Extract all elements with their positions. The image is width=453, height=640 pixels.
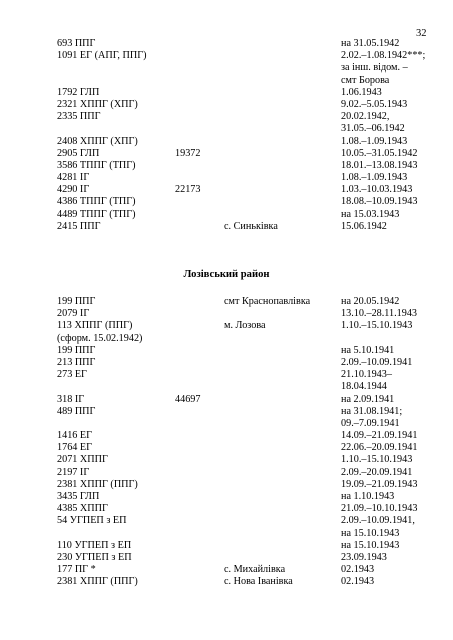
unit-cell: 3586 ТППГ (ТПГ) bbox=[57, 159, 136, 171]
field-post-number-cell: 22173 bbox=[175, 184, 201, 196]
table-row bbox=[57, 491, 417, 503]
field-post-number-cell bbox=[175, 357, 224, 369]
date-cell: 2.09.–20.09.1941 bbox=[341, 466, 413, 478]
table-row bbox=[57, 184, 417, 196]
unit-cell: 1792 ГЛП bbox=[57, 86, 100, 98]
table-row bbox=[57, 576, 417, 588]
location-cell bbox=[224, 308, 341, 320]
location-cell bbox=[224, 148, 341, 160]
unit-cell: 2415 ППГ bbox=[57, 220, 101, 232]
location-cell bbox=[224, 123, 341, 135]
field-post-number-cell bbox=[175, 540, 224, 552]
table-row bbox=[57, 160, 417, 172]
table-row bbox=[57, 418, 417, 430]
table-row bbox=[57, 196, 417, 208]
date-cell: 13.10.–28.11.1943 bbox=[341, 308, 418, 320]
table-row bbox=[57, 111, 417, 123]
table-row bbox=[57, 345, 417, 357]
date-cell: 18.04.1944 bbox=[341, 381, 387, 393]
unit-cell bbox=[57, 62, 175, 74]
field-post-number-cell: 19372 bbox=[175, 147, 201, 159]
location-cell bbox=[224, 38, 341, 50]
field-post-number-cell bbox=[175, 528, 224, 540]
unit-cell: 4489 ТППГ (ТПГ) bbox=[57, 208, 136, 220]
table-row bbox=[57, 503, 417, 515]
unit-cell: 273 ЕГ bbox=[57, 369, 87, 381]
table-row bbox=[57, 442, 417, 454]
location-cell bbox=[224, 528, 341, 540]
field-post-number-cell bbox=[175, 160, 224, 172]
date-cell: 1.08.–1.09.1943 bbox=[341, 135, 408, 147]
table-row bbox=[57, 333, 417, 345]
date-cell: 02.1943 bbox=[341, 564, 375, 576]
date-cell: 18.08.–10.09.1943 bbox=[341, 196, 418, 208]
unit-cell: 693 ППГ bbox=[57, 38, 96, 49]
section-heading-lozova-district: Лозівський район bbox=[183, 269, 270, 280]
date-cell: 2.02.–1.08.1942***; bbox=[341, 50, 426, 62]
section-1-table bbox=[57, 38, 426, 233]
unit-cell: 4386 ТППГ (ТПГ) bbox=[57, 196, 136, 208]
field-post-number-cell bbox=[175, 552, 224, 564]
unit-cell: 2381 ХППГ (ППГ) bbox=[57, 478, 138, 490]
date-cell: 21.10.1943– bbox=[341, 369, 392, 381]
unit-cell: 230 УГПЕП з ЕП bbox=[57, 551, 132, 563]
location-cell: с. Синьківка bbox=[224, 220, 278, 232]
location-cell bbox=[224, 467, 341, 479]
location-cell bbox=[224, 442, 341, 454]
unit-cell bbox=[57, 123, 175, 135]
date-cell: 18.01.–13.08.1943 bbox=[341, 159, 418, 171]
table-row bbox=[57, 430, 417, 442]
location-cell bbox=[224, 111, 341, 123]
location-cell bbox=[224, 345, 341, 357]
table-row bbox=[57, 136, 417, 148]
location-cell bbox=[224, 50, 341, 62]
location-cell bbox=[224, 454, 341, 466]
field-post-number-cell bbox=[175, 50, 224, 62]
section-2-table bbox=[57, 296, 417, 589]
location-cell bbox=[224, 406, 341, 418]
table-row bbox=[57, 75, 417, 87]
field-post-number-cell bbox=[175, 576, 224, 588]
table-row bbox=[57, 540, 417, 552]
location-cell bbox=[224, 491, 341, 503]
table-row bbox=[57, 479, 417, 491]
unit-cell: 4385 ХППГ bbox=[57, 503, 108, 515]
date-cell: 19.09.–21.09.1943 bbox=[341, 478, 418, 490]
unit-cell: 2079 ІГ bbox=[57, 308, 90, 320]
date-cell: на 31.08.1941; bbox=[341, 405, 403, 417]
field-post-number-cell bbox=[175, 503, 224, 515]
date-cell: 09.–7.09.1941 bbox=[341, 417, 400, 429]
table-row bbox=[57, 515, 417, 527]
unit-cell: 2071 ХППГ bbox=[57, 454, 108, 466]
field-post-number-cell bbox=[175, 442, 224, 454]
table-row bbox=[57, 99, 417, 111]
field-post-number-cell: 44697 bbox=[175, 393, 201, 405]
field-post-number-cell bbox=[175, 172, 224, 184]
field-post-number-cell bbox=[175, 333, 224, 345]
unit-cell: 54 УГПЕП з ЕП bbox=[57, 515, 127, 527]
unit-cell: 213 ППГ bbox=[57, 356, 96, 368]
table-row bbox=[57, 296, 417, 308]
date-cell: 20.02.1942, bbox=[341, 111, 390, 123]
unit-cell bbox=[57, 75, 175, 87]
location-cell bbox=[224, 430, 341, 442]
unit-cell: 110 УГПЕП з ЕП bbox=[57, 539, 132, 551]
unit-cell bbox=[57, 381, 175, 393]
date-cell: на 2.09.1941 bbox=[341, 393, 395, 405]
location-cell bbox=[224, 184, 341, 196]
location-cell bbox=[224, 87, 341, 99]
field-post-number-cell bbox=[175, 111, 224, 123]
table-row bbox=[57, 357, 417, 369]
field-post-number-cell bbox=[175, 418, 224, 430]
unit-cell: 2335 ППГ bbox=[57, 111, 101, 123]
date-cell: на 1.10.1943 bbox=[341, 491, 395, 502]
table-row bbox=[57, 62, 417, 74]
date-cell: 21.09.–10.10.1943 bbox=[341, 503, 418, 515]
unit-cell: 2905 ГЛП bbox=[57, 147, 100, 159]
field-post-number-cell bbox=[175, 320, 224, 332]
table-row bbox=[57, 221, 417, 233]
field-post-number-cell bbox=[175, 491, 224, 503]
unit-cell: 2321 ХППГ (ХПГ) bbox=[57, 98, 138, 110]
date-cell: 1.08.–1.09.1943 bbox=[341, 172, 408, 184]
unit-cell: 199 ППГ bbox=[57, 296, 96, 307]
unit-cell: 113 ХППГ (ППГ) bbox=[57, 320, 133, 332]
unit-cell: 2197 ІГ bbox=[57, 466, 90, 478]
location-cell: м. Лозова bbox=[224, 320, 266, 332]
location-cell bbox=[224, 479, 341, 491]
table-row bbox=[57, 148, 417, 160]
field-post-number-cell bbox=[175, 345, 224, 357]
location-cell bbox=[224, 333, 341, 345]
date-cell: 1.10.–15.10.1943 bbox=[341, 320, 413, 332]
unit-cell bbox=[57, 528, 175, 540]
unit-cell: 2381 ХППГ (ППГ) bbox=[57, 576, 138, 588]
table-row bbox=[57, 394, 417, 406]
unit-cell: (сформ. 15.02.1942) bbox=[57, 332, 143, 344]
date-cell: 31.05.–06.1942 bbox=[341, 123, 405, 135]
unit-cell: 4290 ІГ bbox=[57, 184, 90, 196]
date-cell: 10.05.–31.05.1942 bbox=[341, 147, 418, 159]
date-cell: 23.09.1943 bbox=[341, 551, 387, 563]
date-cell: 22.06.–20.09.1941 bbox=[341, 442, 418, 454]
location-cell bbox=[224, 172, 341, 184]
date-cell: 15.06.1942 bbox=[341, 220, 387, 232]
unit-cell: 1764 ЕГ bbox=[57, 442, 93, 454]
table-row bbox=[57, 50, 426, 62]
field-post-number-cell bbox=[175, 515, 224, 527]
table-row bbox=[57, 564, 417, 576]
field-post-number-cell bbox=[175, 87, 224, 99]
date-cell: 1.03.–10.03.1943 bbox=[341, 184, 413, 196]
table-row bbox=[57, 172, 417, 184]
field-post-number-cell bbox=[175, 136, 224, 148]
field-post-number-cell bbox=[175, 454, 224, 466]
table-row bbox=[57, 308, 417, 320]
field-post-number-cell bbox=[175, 564, 224, 576]
date-cell: на 15.03.1943 bbox=[341, 208, 400, 220]
unit-cell: 1091 ЕГ (АПГ, ППГ) bbox=[57, 50, 147, 62]
date-cell: 2.09.–10.09.1941, bbox=[341, 515, 415, 527]
location-cell bbox=[224, 136, 341, 148]
field-post-number-cell bbox=[175, 479, 224, 491]
location-cell bbox=[224, 540, 341, 552]
location-cell bbox=[224, 209, 341, 221]
table-row bbox=[57, 369, 417, 381]
location-cell: с. Михайлівка bbox=[224, 564, 286, 576]
table-row bbox=[57, 381, 417, 393]
unit-cell: 199 ППГ bbox=[57, 344, 96, 356]
field-post-number-cell bbox=[175, 75, 224, 87]
location-cell bbox=[224, 418, 341, 430]
table-row bbox=[57, 123, 417, 135]
location-cell bbox=[224, 503, 341, 515]
date-cell: на 15.10.1943 bbox=[341, 527, 400, 539]
date-cell: на 5.10.1941 bbox=[341, 344, 395, 356]
date-cell: на 20.05.1942 bbox=[341, 296, 400, 307]
table-row bbox=[57, 87, 417, 99]
location-cell bbox=[224, 515, 341, 527]
field-post-number-cell bbox=[175, 406, 224, 418]
location-cell bbox=[224, 75, 341, 87]
table-row bbox=[57, 552, 417, 564]
unit-cell: 177 ПГ * bbox=[57, 564, 96, 576]
table-row bbox=[57, 406, 417, 418]
date-cell: за інш. відом. – bbox=[341, 62, 408, 74]
location-cell bbox=[224, 160, 341, 172]
location-cell: смт Краснопавлівка bbox=[224, 296, 311, 307]
field-post-number-cell bbox=[175, 369, 224, 381]
table-row bbox=[57, 38, 417, 50]
date-cell: на 31.05.1942 bbox=[341, 38, 400, 49]
field-post-number-cell bbox=[175, 308, 224, 320]
location-cell bbox=[224, 394, 341, 406]
field-post-number-cell bbox=[175, 209, 224, 221]
field-post-number-cell bbox=[175, 221, 224, 233]
location-cell bbox=[224, 552, 341, 564]
date-cell: смт Борова bbox=[341, 74, 390, 86]
location-cell bbox=[224, 99, 341, 111]
date-cell: 2.09.–10.09.1941 bbox=[341, 356, 413, 368]
location-cell bbox=[224, 381, 341, 393]
table-row bbox=[57, 467, 417, 479]
unit-cell bbox=[57, 418, 175, 430]
unit-cell: 3435 ГЛП bbox=[57, 491, 100, 502]
unit-cell: 489 ППГ bbox=[57, 405, 96, 417]
unit-cell: 4281 ІГ bbox=[57, 172, 90, 184]
table-row bbox=[57, 209, 417, 221]
field-post-number-cell bbox=[175, 99, 224, 111]
unit-cell: 1416 ЕГ bbox=[57, 430, 93, 442]
location-cell bbox=[224, 196, 341, 208]
field-post-number-cell bbox=[175, 62, 224, 74]
location-cell bbox=[224, 357, 341, 369]
date-cell: 02.1943 bbox=[341, 576, 375, 588]
location-cell: с. Нова Іванівка bbox=[224, 576, 293, 588]
field-post-number-cell bbox=[175, 196, 224, 208]
field-post-number-cell bbox=[175, 467, 224, 479]
date-cell: 9.02.–5.05.1943 bbox=[341, 98, 408, 110]
field-post-number-cell bbox=[175, 123, 224, 135]
page-number: 32 bbox=[416, 28, 427, 39]
location-cell bbox=[224, 369, 341, 381]
field-post-number-cell bbox=[175, 381, 224, 393]
date-cell: 1.10.–15.10.1943 bbox=[341, 454, 413, 466]
table-row bbox=[57, 528, 417, 540]
field-post-number-cell bbox=[175, 296, 224, 308]
location-cell bbox=[224, 62, 341, 74]
unit-cell: 318 ІГ bbox=[57, 393, 85, 405]
field-post-number-cell bbox=[175, 38, 224, 50]
date-cell: 14.09.–21.09.1941 bbox=[341, 430, 418, 442]
date-cell: на 15.10.1943 bbox=[341, 539, 400, 551]
date-cell: 1.06.1943 bbox=[341, 86, 382, 98]
unit-cell: 2408 ХППГ (ХПГ) bbox=[57, 135, 138, 147]
table-row bbox=[57, 454, 417, 466]
table-row bbox=[57, 320, 417, 332]
field-post-number-cell bbox=[175, 430, 224, 442]
